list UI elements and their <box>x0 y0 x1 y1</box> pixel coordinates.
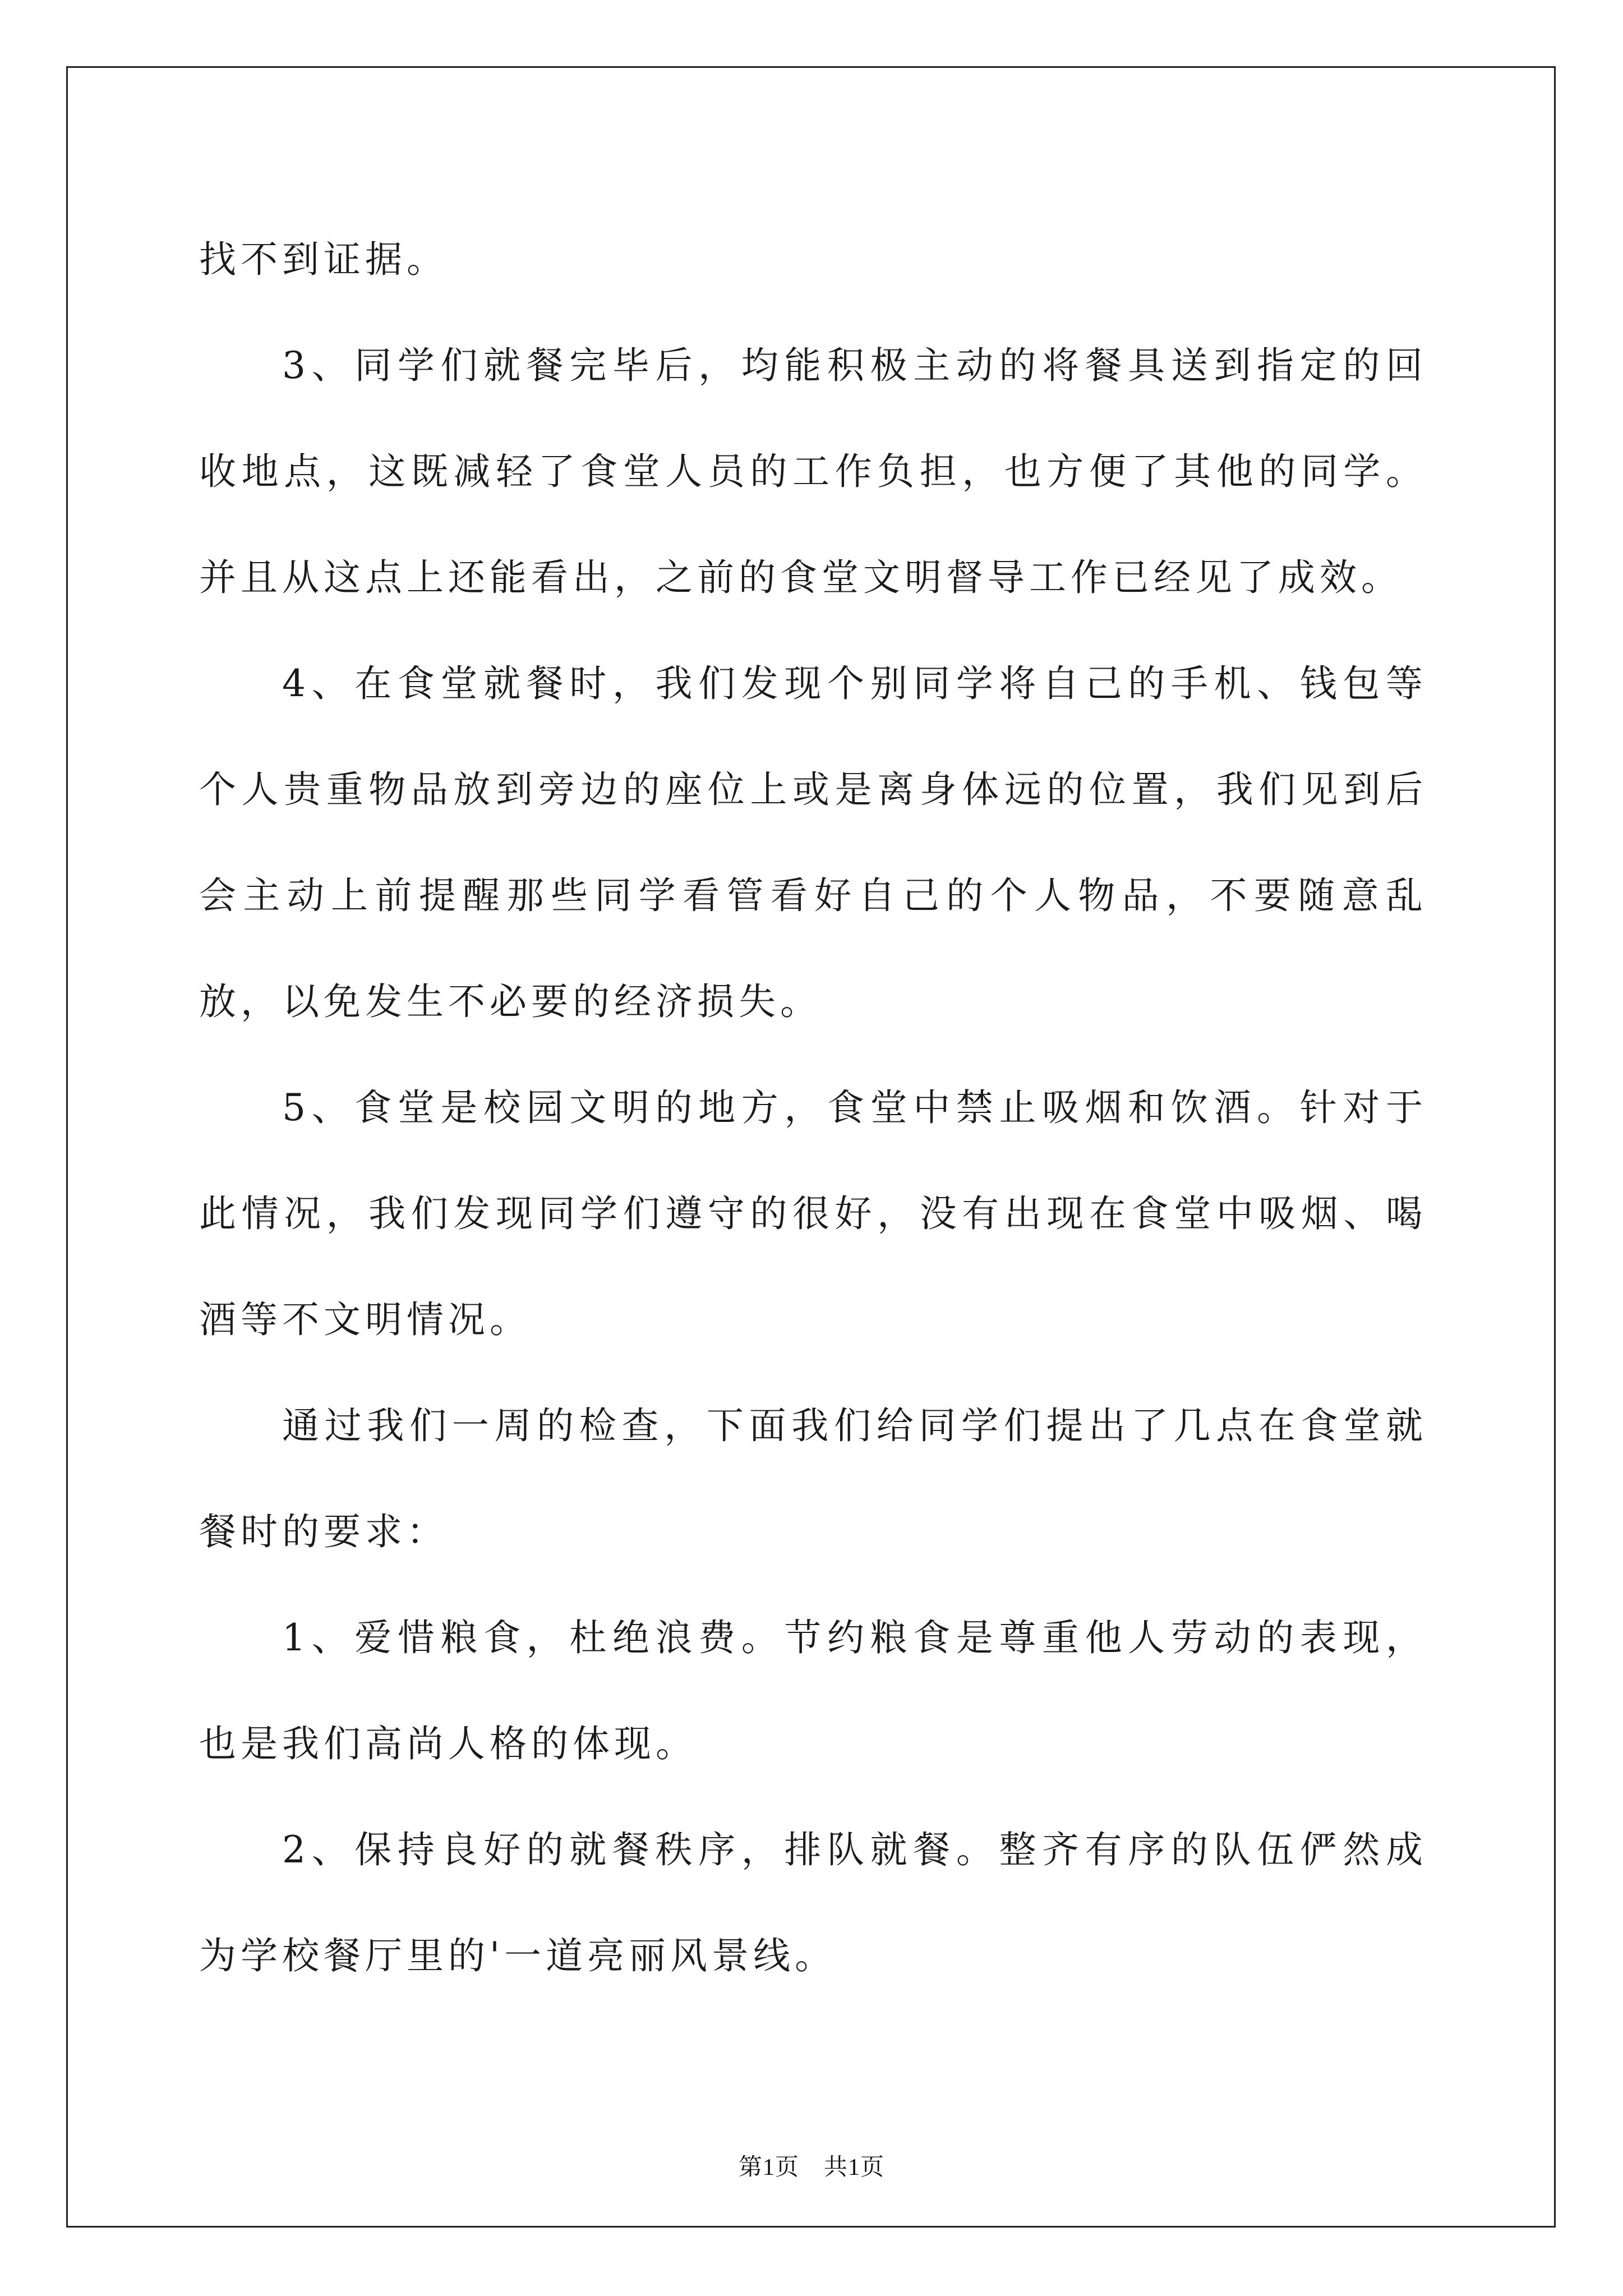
paragraph-item-5: 5、食堂是校园文明的地方，食堂中禁止吸烟和饮酒。针对于此情况，我们发现同学们遵守的很好，没有出现在食堂中吸烟、喝酒等不文明情况。 <box>199 1086 1427 1341</box>
paragraph-continuation: 找不到证据。 <box>199 238 448 281</box>
paragraph-item-4: 4、在食堂就餐时，我们发现个别同学将自己的手机、钱包等个人贵重物品放到旁边的座位上或是离身体远的位置，我们见到后会主动上前提醒那些同学看管看好自己的个人物品，不要随意乱放，以免发生不必要的经济损失。 <box>199 662 1427 1023</box>
document-body <box>199 206 1427 2009</box>
page-footer <box>0 2148 1623 2182</box>
page-total: 共1页 <box>824 2155 885 2180</box>
paragraph-requirement-1: 1、爱惜粮食，杜绝浪费。节约粮食是尊重他人劳动的表现，也是我们高尚人格的体现。 <box>199 1616 1427 1765</box>
paragraph-summary: 通过我们一周的检查，下面我们给同学们提出了几点在食堂就餐时的要求： <box>199 1404 1427 1553</box>
paragraph-requirement-2: 2、保持良好的就餐秩序，排队就餐。整齐有序的队伍俨然成为学校餐厅里的'一道亮丽风景线。 <box>199 1828 1427 1977</box>
paragraph-item-3: 3、同学们就餐完毕后，均能积极主动的将餐具送到指定的回收地点，这既减轻了食堂人员的工作负担，也方便了其他的同学。并且从这点上还能看出，之前的食堂文明督导工作已经见了成效。 <box>199 344 1427 599</box>
page-number: 第1页 <box>738 2155 799 2180</box>
